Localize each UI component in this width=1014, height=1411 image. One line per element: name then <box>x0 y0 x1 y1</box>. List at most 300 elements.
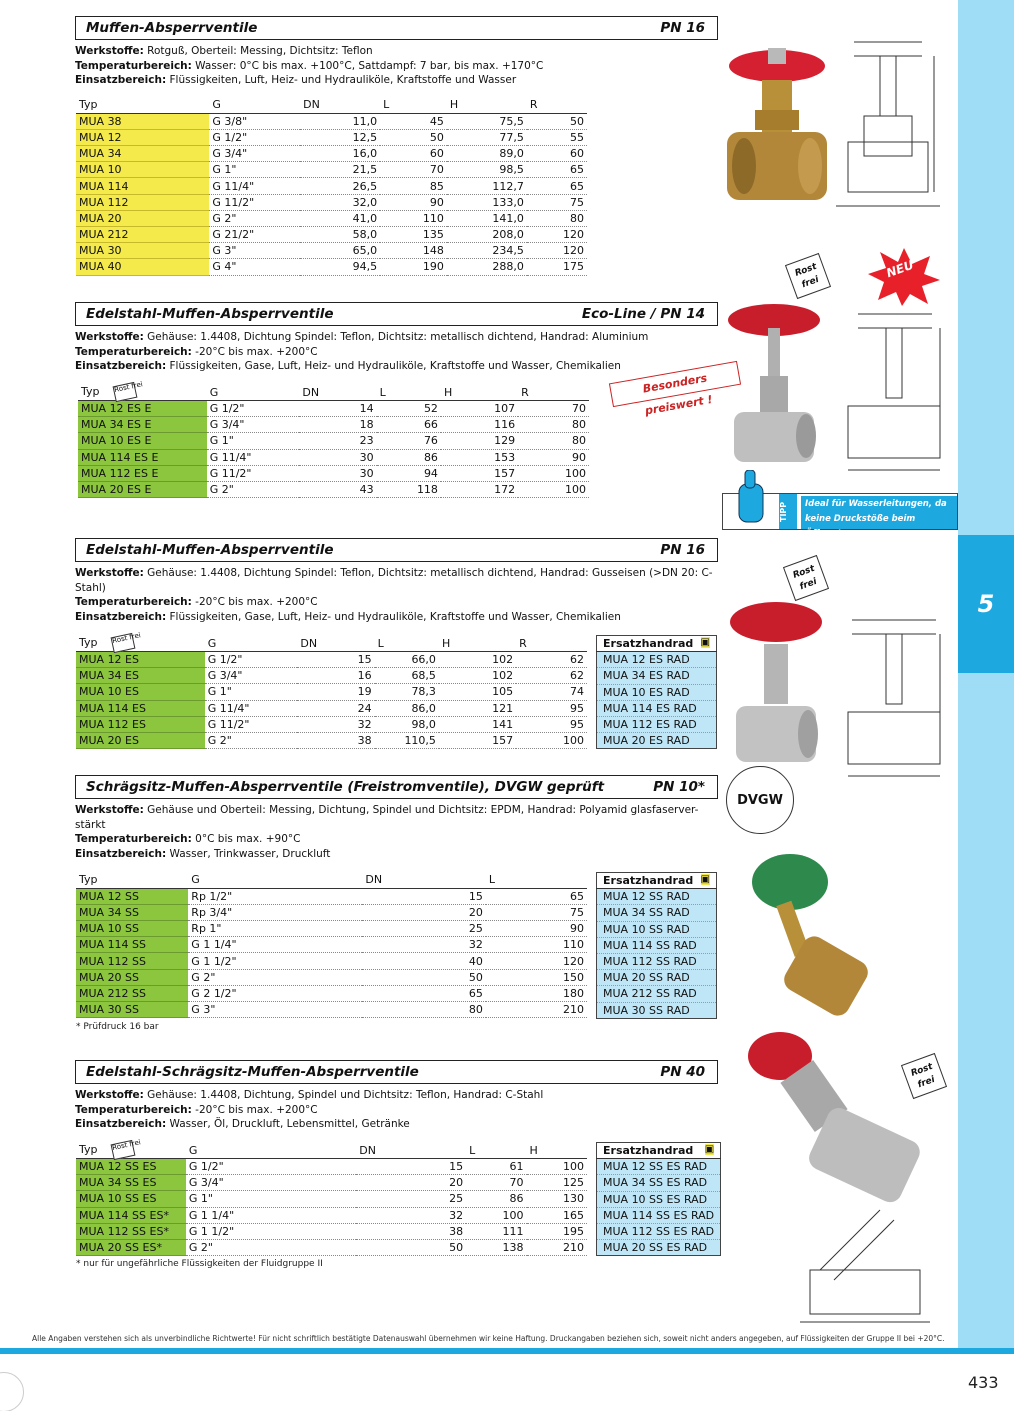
article-number: MUA 114 ES E <box>78 449 207 465</box>
table-cell: 43 <box>299 481 376 497</box>
table-row[interactable] <box>78 449 589 465</box>
table-cell: 95 <box>516 716 587 732</box>
table-cell: 190 <box>380 259 447 275</box>
article-number: MUA 10 ES E <box>78 433 207 449</box>
section-title: Schrägsitz-Muffen-Absperrventile (Freistromventile), DVGW geprüft <box>86 779 605 795</box>
table-cell: 153 <box>441 449 518 465</box>
column-header: R <box>518 384 589 401</box>
pressure-rating: PN 16 <box>660 542 705 558</box>
article-number: MUA 30 <box>76 243 209 259</box>
section-header <box>75 1060 718 1084</box>
table-cell: G 1" <box>207 433 300 449</box>
table-cell: G 11/2" <box>205 716 298 732</box>
table-cell: 65 <box>527 162 587 178</box>
section-description: Werkstoffe: Gehäuse: 1.4408, Dichtung, Spindel und Dichtsitz: Teflon, Handrad: C-Stahl Temperaturbereich: -20°C bis max. +200°C Einsatzbereich: Wasser, Öl, Druckluft, Lebensmittel, Getränke <box>75 1089 544 1130</box>
table-cell: 19 <box>297 684 374 700</box>
table-header-row <box>76 872 587 888</box>
table-cell: 129 <box>441 433 518 449</box>
chapter-tab[interactable]: 5 <box>958 535 1014 673</box>
replacement-article-number: MUA 20 SS RAD <box>597 970 717 986</box>
table-cell: G 11/2" <box>207 465 300 481</box>
table-cell: 24 <box>297 700 374 716</box>
table-cell: G 3" <box>209 243 300 259</box>
table-header-row <box>76 635 587 652</box>
replacement-article-number: MUA 114 ES RAD <box>597 700 717 716</box>
table-cell: 18 <box>299 417 376 433</box>
table-cell: 89,0 <box>447 146 527 162</box>
replacement-row[interactable] <box>597 1223 721 1239</box>
table-row[interactable] <box>76 178 587 194</box>
product-table <box>78 380 589 498</box>
table-cell: G 1" <box>205 684 298 700</box>
table-cell: G 3/4" <box>209 146 300 162</box>
table-cell: 11,0 <box>300 113 380 129</box>
table-cell: 30 <box>299 465 376 481</box>
table-cell: 157 <box>439 732 516 748</box>
table-row[interactable] <box>76 732 587 748</box>
column-header: DN <box>299 384 376 401</box>
column-header: Typ Rost frei <box>76 1142 186 1159</box>
article-number: MUA 30 SS <box>76 1002 188 1018</box>
table-cell: G 3/8" <box>209 113 300 129</box>
article-number: MUA 12 SS ES <box>76 1159 186 1175</box>
table-cell: 110 <box>380 210 447 226</box>
replacement-article-number: MUA 34 SS RAD <box>597 905 717 921</box>
table-cell: 175 <box>527 259 587 275</box>
table-cell: 138 <box>466 1239 526 1255</box>
article-number: MUA 34 <box>76 146 209 162</box>
table-cell: 86 <box>377 449 441 465</box>
table-cell: 70 <box>380 162 447 178</box>
table-row[interactable] <box>76 652 587 668</box>
replacement-row[interactable] <box>597 1159 721 1175</box>
replacement-row[interactable] <box>597 1191 721 1207</box>
replacement-row[interactable] <box>597 1002 717 1018</box>
table-header-row <box>78 384 589 401</box>
replacement-header-row <box>597 1143 721 1159</box>
table-cell: 135 <box>380 227 447 243</box>
replacement-article-number: MUA 30 SS RAD <box>597 1002 717 1018</box>
table-row[interactable] <box>78 417 589 433</box>
replacement-header-row <box>597 873 717 889</box>
product-table <box>76 872 587 1018</box>
table-cell: 26,5 <box>300 178 380 194</box>
table-cell: G 1" <box>186 1191 356 1207</box>
replacement-article-number: MUA 10 ES RAD <box>597 684 717 700</box>
column-header: G <box>188 872 362 888</box>
table-cell: 80 <box>362 1002 486 1018</box>
table-row[interactable] <box>76 243 587 259</box>
replacement-row[interactable] <box>597 970 717 986</box>
section-description: Werkstoffe: Gehäuse: 1.4408, Dichtung Spindel: Teflon, Dichtsitz: metallisch dichtend, Handrad: Gusseisen (>DN 20: C-Stahl) Temperaturbereich: -20°C bis max. +200°C Einsatzbereich: Flüssigkeiten, Gase, Luft, Heiz- und Hydrauliköle, Kraftstoffe und Wasser, Chemikalien <box>75 567 713 623</box>
article-number: MUA 10 <box>76 162 209 178</box>
column-header: L <box>486 872 587 888</box>
table-cell: 90 <box>518 449 589 465</box>
column-header: H <box>441 384 518 401</box>
table-cell: G 11/4" <box>207 449 300 465</box>
column-header: H <box>527 1142 587 1159</box>
table-cell: G 21/2" <box>209 227 300 243</box>
table-cell: 94 <box>377 465 441 481</box>
table-cell: 157 <box>441 465 518 481</box>
table-row[interactable] <box>76 684 587 700</box>
table-row[interactable] <box>76 985 587 1001</box>
replacement-article-number: MUA 20 ES RAD <box>597 733 717 749</box>
table-cell: G 1 1/2" <box>188 953 362 969</box>
section-description: Werkstoffe: Gehäuse und Oberteil: Messing, Dichtung, Spindel und Dichtsitz: EPDM, Handrad: Polyamid glasfaserver-stärkt Temperaturbereich: 0°C bis max. +90°C Einsatzbereich: Wasser, Trinkwasser, Druckluft <box>75 804 699 860</box>
column-header: R <box>516 635 587 652</box>
section-edelstahl-eco-line <box>75 302 718 374</box>
table-cell: 20 <box>362 904 486 920</box>
table-cell: 180 <box>486 985 587 1001</box>
column-header: DN <box>356 1142 466 1159</box>
article-number: MUA 34 SS <box>76 904 188 920</box>
replacement-article-number: MUA 12 SS ES RAD <box>597 1159 721 1175</box>
replacement-row[interactable] <box>597 652 717 668</box>
angle-valve-technical-drawing <box>770 1180 940 1330</box>
product-table <box>76 631 587 749</box>
table-row[interactable] <box>76 1207 587 1223</box>
table-row[interactable] <box>76 1175 587 1191</box>
replacement-article-number: MUA 34 SS ES RAD <box>597 1175 721 1191</box>
replacement-row[interactable] <box>597 700 717 716</box>
table-cell: G 1/2" <box>205 652 298 668</box>
article-number: MUA 38 <box>76 113 209 129</box>
table-cell: 12,5 <box>300 129 380 145</box>
table-row[interactable] <box>76 888 587 904</box>
table-cell: 150 <box>486 969 587 985</box>
article-number: MUA 34 ES E <box>78 417 207 433</box>
replacement-article-number: MUA 212 SS RAD <box>597 986 717 1002</box>
side-strip <box>958 0 1014 1352</box>
table-row[interactable] <box>76 969 587 985</box>
table-cell: 110 <box>486 937 587 953</box>
table-row[interactable] <box>76 700 587 716</box>
table-cell: 75,5 <box>447 113 527 129</box>
article-number: MUA 114 SS <box>76 937 188 953</box>
table-row[interactable] <box>76 259 587 275</box>
column-header: G <box>207 384 300 401</box>
section-edelstahl-pn16 <box>75 538 718 624</box>
column-header: L <box>375 635 439 652</box>
replacement-article-number: MUA 112 SS ES RAD <box>597 1223 721 1239</box>
table-cell: 58,0 <box>300 227 380 243</box>
table-cell: 105 <box>439 684 516 700</box>
article-number: MUA 114 <box>76 178 209 194</box>
table-cell: 121 <box>439 700 516 716</box>
table-cell: G 2 1/2" <box>188 985 362 1001</box>
table-cell: 80 <box>518 433 589 449</box>
table-cell: Rp 1/2" <box>188 888 362 904</box>
table-cell: 90 <box>380 194 447 210</box>
replacement-header: Ersatzhandrad ▣ <box>597 1143 721 1159</box>
rostfrei-stamp: Rost frei <box>783 555 829 601</box>
column-header: L <box>377 384 441 401</box>
table-row[interactable] <box>76 921 587 937</box>
table-cell: 50 <box>527 113 587 129</box>
rostfrei-mini-stamp: Rost frei <box>110 633 135 653</box>
table-row[interactable] <box>76 904 587 920</box>
replacement-row[interactable] <box>597 986 717 1002</box>
replacement-row[interactable] <box>597 716 717 732</box>
table-cell: 120 <box>527 227 587 243</box>
replacement-row[interactable] <box>597 1175 721 1191</box>
column-header: Typ Rost frei <box>76 635 205 652</box>
column-header: DN <box>362 872 486 888</box>
replacement-article-number: MUA 20 SS ES RAD <box>597 1240 721 1256</box>
column-header: L <box>380 97 447 113</box>
table-cell: 61 <box>466 1159 526 1175</box>
table-cell: 100 <box>527 1159 587 1175</box>
table-row[interactable] <box>76 1191 587 1207</box>
table-cell: 130 <box>527 1191 587 1207</box>
article-number: MUA 112 ES E <box>78 465 207 481</box>
table-cell: 32 <box>356 1207 466 1223</box>
table-cell: G 11/4" <box>209 178 300 194</box>
disclaimer: Alle Angaben verstehen sich als unverbindliche Richtwerte! Für nicht schriftlich bestätigte Datenauswahl übernehmen wir keine Haftung. Druckangaben beziehen sich, soweit nicht anders angegeben, auf Flüssigkeiten der Gruppe II bei +20°C. <box>32 1334 945 1343</box>
table-cell: 98,5 <box>447 162 527 178</box>
table-cell: 41,0 <box>300 210 380 226</box>
article-number: MUA 10 ES <box>76 684 205 700</box>
article-number: MUA 12 SS <box>76 888 188 904</box>
table-cell: 210 <box>527 1239 587 1255</box>
table-cell: 102 <box>439 668 516 684</box>
column-header: H <box>439 635 516 652</box>
dvgw-seal: DVGW <box>726 766 794 834</box>
table-cell: 112,7 <box>447 178 527 194</box>
table-cell: 98,0 <box>375 716 439 732</box>
table-row[interactable] <box>76 1223 587 1239</box>
table-cell: G 11/4" <box>205 700 298 716</box>
table-cell: Rp 1" <box>188 921 362 937</box>
table-row[interactable] <box>78 401 589 417</box>
table-row[interactable] <box>76 1239 587 1255</box>
table-row[interactable] <box>76 129 587 145</box>
pressure-rating: PN 10* <box>653 779 705 795</box>
globe-icon <box>0 1372 24 1411</box>
table-cell: 288,0 <box>447 259 527 275</box>
table-row[interactable] <box>76 194 587 210</box>
section-title: Muffen-Absperrventile <box>86 20 258 36</box>
table-cell: G 3/4" <box>186 1175 356 1191</box>
tipp-text: Ideal für Wasserleitungen, da keine Druckstöße beim Öffnen! <box>801 496 957 529</box>
table-cell: 50 <box>362 969 486 985</box>
section-header <box>75 538 718 562</box>
table-row[interactable] <box>76 113 587 129</box>
table-cell: 86 <box>466 1191 526 1207</box>
valve-technical-drawing <box>840 306 950 476</box>
replacement-row[interactable] <box>597 1207 721 1223</box>
table-cell: 110,5 <box>375 732 439 748</box>
replacement-article-number: MUA 112 ES RAD <box>597 716 717 732</box>
table-cell: 25 <box>356 1191 466 1207</box>
article-number: MUA 20 ES E <box>78 481 207 497</box>
table-cell: 55 <box>527 129 587 145</box>
column-header: Typ <box>76 97 209 113</box>
replacement-row[interactable] <box>597 921 717 937</box>
table-row[interactable] <box>76 162 587 178</box>
table-cell: 50 <box>380 129 447 145</box>
table-cell: 20 <box>356 1175 466 1191</box>
handwheel-icon: ▣ <box>704 1144 715 1156</box>
replacement-header: Ersatzhandrad ▣ <box>597 873 717 889</box>
footnote: * Prüfdruck 16 bar <box>76 1022 159 1032</box>
replacement-article-number: MUA 114 SS RAD <box>597 937 717 953</box>
table-row[interactable] <box>76 146 587 162</box>
table-row[interactable] <box>76 668 587 684</box>
table-cell: 15 <box>356 1159 466 1175</box>
table-cell: 40 <box>362 953 486 969</box>
valve-technical-drawing <box>830 34 948 214</box>
table-row[interactable] <box>76 1002 587 1018</box>
tipp-label: TIPP <box>779 494 797 529</box>
table-cell: 65,0 <box>300 243 380 259</box>
table-cell: 32,0 <box>300 194 380 210</box>
article-number: MUA 212 <box>76 227 209 243</box>
replacement-article-number: MUA 12 ES RAD <box>597 652 717 668</box>
table-cell: 118 <box>377 481 441 497</box>
table-cell: 100 <box>518 465 589 481</box>
footnote: * nur für ungefährliche Flüssigkeiten der Fluidgruppe II <box>76 1259 323 1269</box>
page-number: 433 <box>968 1373 999 1392</box>
replacement-row[interactable] <box>597 684 717 700</box>
table-row[interactable] <box>76 227 587 243</box>
tipp-box <box>722 493 958 539</box>
table-cell: 66 <box>377 417 441 433</box>
table-cell: 62 <box>516 668 587 684</box>
table-header-row <box>76 1142 587 1159</box>
table-cell: 120 <box>527 243 587 259</box>
table-cell: 38 <box>297 732 374 748</box>
stainless-angle-seat-valve-image <box>744 1026 924 1206</box>
section-title: Edelstahl-Muffen-Absperrventile <box>86 306 334 322</box>
article-number: MUA 20 SS ES* <box>76 1239 186 1255</box>
table-cell: 80 <box>518 417 589 433</box>
table-cell: 86,0 <box>375 700 439 716</box>
table-cell: G 1 1/2" <box>186 1223 356 1239</box>
column-header: G <box>186 1142 356 1159</box>
table-cell: 50 <box>356 1239 466 1255</box>
article-number: MUA 212 SS <box>76 985 188 1001</box>
column-header: R <box>527 97 587 113</box>
table-row[interactable] <box>76 953 587 969</box>
table-row[interactable] <box>78 481 589 497</box>
table-cell: G 3/4" <box>205 668 298 684</box>
table-cell: G 2" <box>188 969 362 985</box>
product-table <box>76 97 587 276</box>
stainless-gate-valve-image <box>726 594 826 774</box>
replacement-row[interactable] <box>597 953 717 969</box>
table-row[interactable] <box>78 433 589 449</box>
table-cell: 66,0 <box>375 652 439 668</box>
thumbs-up-icon <box>729 470 773 528</box>
table-cell: 100 <box>516 732 587 748</box>
rostfrei-stamp: Rost frei <box>785 253 831 299</box>
table-cell: 15 <box>362 888 486 904</box>
table-cell: 65 <box>486 888 587 904</box>
table-cell: 120 <box>486 953 587 969</box>
table-row[interactable] <box>78 465 589 481</box>
product-table <box>76 1138 587 1256</box>
table-cell: G 2" <box>186 1239 356 1255</box>
new-badge-text: NEU <box>884 257 916 281</box>
replacement-row[interactable] <box>597 733 717 749</box>
replacement-row[interactable] <box>597 905 717 921</box>
section-title: Edelstahl-Schrägsitz-Muffen-Absperrventile <box>86 1064 419 1080</box>
table-cell: 111 <box>466 1223 526 1239</box>
table-row[interactable] <box>76 1159 587 1175</box>
replacement-row[interactable] <box>597 1240 721 1256</box>
table-cell: 141,0 <box>447 210 527 226</box>
article-number: MUA 10 SS <box>76 921 188 937</box>
column-header: L <box>466 1142 526 1159</box>
replacement-row[interactable] <box>597 889 717 905</box>
replacement-article-number: MUA 112 SS RAD <box>597 953 717 969</box>
article-number: MUA 20 <box>76 210 209 226</box>
table-cell: G 3" <box>188 1002 362 1018</box>
table-cell: Rp 3/4" <box>188 904 362 920</box>
table-row[interactable] <box>76 210 587 226</box>
table-row[interactable] <box>76 937 587 953</box>
table-cell: 102 <box>439 652 516 668</box>
article-number: MUA 12 ES E <box>78 401 207 417</box>
table-cell: 14 <box>299 401 376 417</box>
table-cell: 70 <box>518 401 589 417</box>
rostfrei-mini-stamp: Rost frei <box>112 382 137 402</box>
table-cell: 60 <box>527 146 587 162</box>
handwheel-icon: ▣ <box>700 874 710 886</box>
stainless-gate-valve-image <box>724 296 824 476</box>
replacement-row[interactable] <box>597 668 717 684</box>
article-number: MUA 12 ES <box>76 652 205 668</box>
table-cell: G 2" <box>205 732 298 748</box>
table-cell: 125 <box>527 1175 587 1191</box>
table-cell: 16 <box>297 668 374 684</box>
table-cell: 133,0 <box>447 194 527 210</box>
table-cell: 77,5 <box>447 129 527 145</box>
table-cell: 32 <box>297 716 374 732</box>
promo-label: Besonders preiswert ! <box>609 361 741 407</box>
article-number: MUA 112 ES <box>76 716 205 732</box>
article-number: MUA 20 SS <box>76 969 188 985</box>
article-number: MUA 114 SS ES* <box>76 1207 186 1223</box>
replacement-article-number: MUA 34 ES RAD <box>597 668 717 684</box>
replacement-handwheel-table <box>596 1142 721 1256</box>
replacement-row[interactable] <box>597 937 717 953</box>
article-number: MUA 12 <box>76 129 209 145</box>
table-cell: 116 <box>441 417 518 433</box>
table-cell: 38 <box>356 1223 466 1239</box>
table-cell: 70 <box>466 1175 526 1191</box>
table-cell: G 4" <box>209 259 300 275</box>
section-description: Werkstoffe: Gehäuse: 1.4408, Dichtung Spindel: Teflon, Dichtsitz: metallisch dichtend, Handrad: Aluminium Temperaturbereich: -20°C bis max. +200°C Einsatzbereich: Flüssigkeiten, Gase, Luft, Heiz- und Hydrauliköle, Kraftstoffe und Wasser, Chemikalien <box>75 331 649 372</box>
table-cell: 45 <box>380 113 447 129</box>
article-number: MUA 40 <box>76 259 209 275</box>
table-cell: G 1 1/4" <box>186 1207 356 1223</box>
new-star-badge <box>868 246 940 306</box>
replacement-handwheel-table <box>596 635 717 749</box>
table-cell: 15 <box>297 652 374 668</box>
article-number: MUA 112 SS ES* <box>76 1223 186 1239</box>
table-cell: 141 <box>439 716 516 732</box>
table-cell: 16,0 <box>300 146 380 162</box>
table-cell: 68,5 <box>375 668 439 684</box>
table-header-row <box>76 97 587 113</box>
column-header: DN <box>300 97 380 113</box>
table-cell: 74 <box>516 684 587 700</box>
table-cell: 94,5 <box>300 259 380 275</box>
table-row[interactable] <box>76 716 587 732</box>
